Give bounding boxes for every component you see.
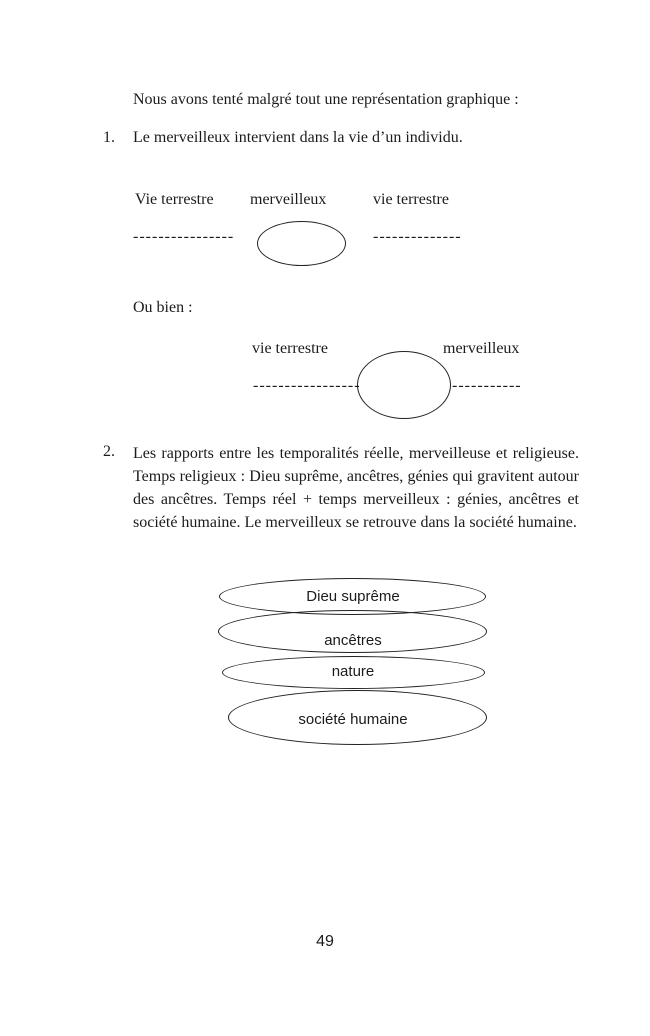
ou-bien-line: Ou bien : — [133, 299, 193, 316]
list-item-1-number: 1. — [103, 129, 115, 146]
intro-line: Nous avons tenté malgré tout une représentation graphique : — [133, 91, 519, 108]
diagram2-dashed-line-left: ----------------- — [253, 377, 361, 394]
diagram1-label-right: vie terrestre — [373, 191, 449, 208]
stack-label-ancetres: ancêtres — [324, 632, 382, 649]
diagram1-dashed-line-right: -------------- — [373, 228, 462, 245]
stack-label-dieu-supreme: Dieu suprême — [306, 588, 400, 605]
diagram1-label-center: merveilleux — [250, 191, 327, 208]
diagram2-label-right: merveilleux — [443, 340, 520, 357]
stack-label-societe-humaine: société humaine — [298, 711, 408, 728]
diagram1-ellipse — [257, 221, 346, 266]
diagram2-dashed-line-right: ----------- — [452, 377, 522, 394]
diagram1-label-left: Vie terrestre — [135, 191, 214, 208]
page-number: 49 — [316, 933, 334, 950]
diagram1-dashed-line-left: ---------------- — [133, 228, 235, 245]
diagram2-label-left: vie terrestre — [252, 340, 328, 357]
list-item-2-text: Les rapports entre les temporalités réelle, merveilleuse et religieuse. Temps religieux : Dieu suprême, ancêtres, génies qui gravitent autour des ancêtres. Temps réel + temps merveilleux : génies, ancêtres et société humaine. Le merveilleux se retrouve dans la société humaine. — [133, 445, 579, 531]
diagram2-ellipse — [357, 351, 451, 419]
list-item-1-text: Le merveilleux intervient dans la vie d’un individu. — [133, 129, 463, 146]
list-item-2-number: 2. — [103, 443, 115, 460]
stack-label-nature: nature — [331, 663, 375, 680]
